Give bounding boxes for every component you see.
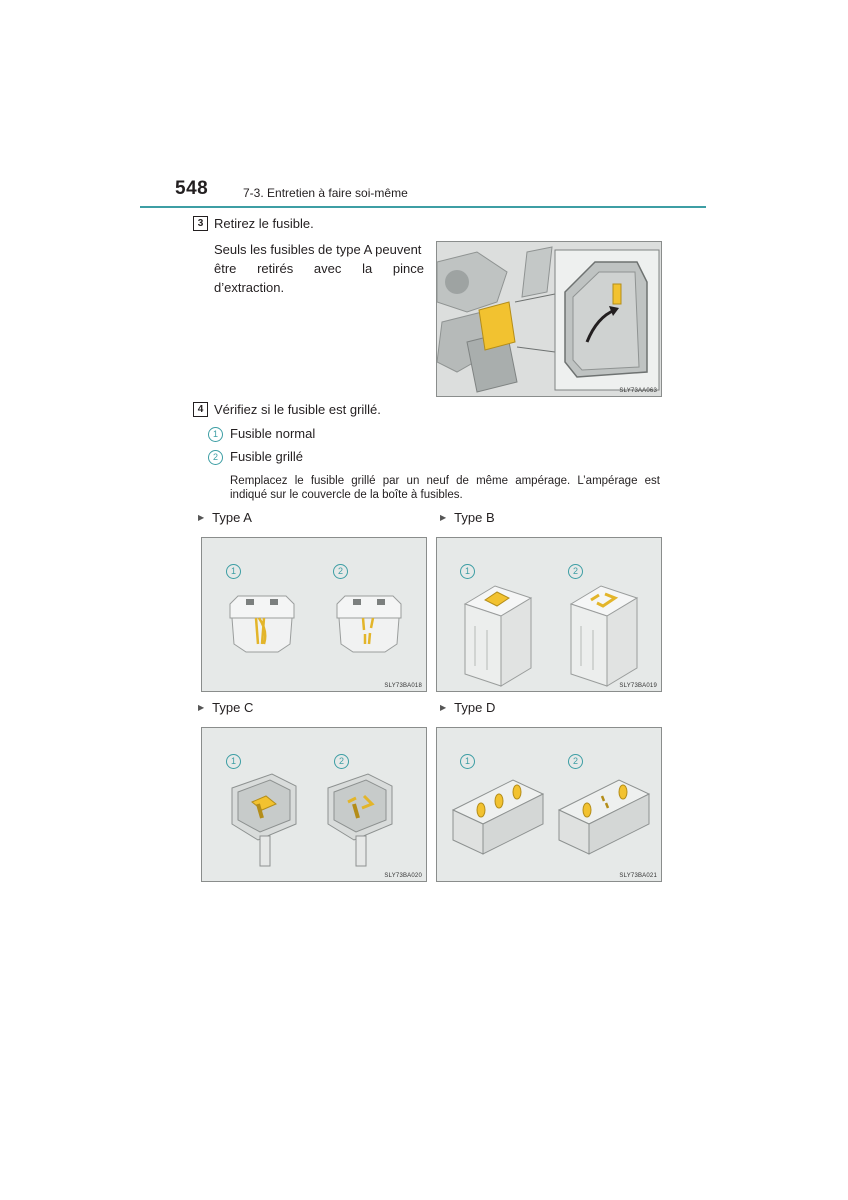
- note-line-1: Remplacez le fusible grillé par un neuf de même ampérage. L’ampérage est: [230, 475, 660, 487]
- type-c-fuse-illustration: [201, 727, 427, 882]
- word: la: [362, 261, 373, 276]
- triangle-icon: ▶: [440, 703, 447, 712]
- type-d-label: Type D: [454, 700, 496, 715]
- step-3-number: 3: [193, 216, 208, 231]
- figure-code: SLY73AA063: [619, 388, 657, 394]
- type-b-heading: [440, 508, 495, 527]
- triangle-icon: ▶: [440, 513, 447, 522]
- type-a-heading: [198, 508, 252, 527]
- fig-number-2: 2: [568, 564, 583, 579]
- word: pince: [392, 261, 424, 276]
- fig-number-2: 2: [568, 754, 583, 769]
- engine-bay-illustration: [436, 241, 662, 397]
- item-1-label: Fusible normal: [230, 426, 316, 441]
- type-c-heading: [198, 698, 253, 717]
- step-3-line-2: [214, 259, 424, 278]
- step-4-title: Vérifiez si le fusible est grillé.: [214, 402, 381, 417]
- step-3-line-3: d’extraction.: [214, 280, 285, 295]
- item-2-number: 2: [208, 450, 223, 465]
- figure-code: SLY73BA020: [384, 873, 422, 879]
- item-1-number: 1: [208, 427, 223, 442]
- word: retirés: [257, 261, 294, 276]
- type-c-label: Type C: [212, 700, 254, 715]
- word: avec: [313, 261, 342, 276]
- page-number: 548: [175, 178, 209, 199]
- step-3-line-1: Seuls les fusibles de type A peuvent: [214, 242, 422, 257]
- fig-number-1: 1: [460, 564, 475, 579]
- header-rule: [140, 206, 706, 208]
- fig-number-2: 2: [333, 564, 348, 579]
- type-b-label: Type B: [454, 510, 495, 525]
- fig-number-2: 2: [334, 754, 349, 769]
- type-a-label: Type A: [212, 510, 252, 525]
- triangle-icon: ▶: [198, 703, 205, 712]
- type-d-fuse-illustration: [436, 727, 662, 882]
- type-b-fuse-illustration: [436, 537, 662, 692]
- type-d-heading: [440, 698, 495, 717]
- word: être: [214, 261, 237, 276]
- figure-code: SLY73BA021: [619, 873, 657, 879]
- step-4-number: 4: [193, 402, 208, 417]
- figure-code: SLY73BA019: [619, 683, 657, 689]
- fig-number-1: 1: [460, 754, 475, 769]
- figure-code: SLY73BA018: [384, 683, 422, 689]
- fig-number-1: 1: [226, 754, 241, 769]
- type-a-fuse-illustration: [201, 537, 427, 692]
- triangle-icon: ▶: [198, 513, 205, 522]
- note-line-2: indiqué sur le couvercle de la boîte à fusibles.: [230, 489, 463, 501]
- step-3-title: Retirez le fusible.: [214, 216, 314, 231]
- fig-number-1: 1: [226, 564, 241, 579]
- item-2-label: Fusible grillé: [230, 449, 303, 464]
- section-title: 7-3. Entretien à faire soi-même: [243, 186, 408, 200]
